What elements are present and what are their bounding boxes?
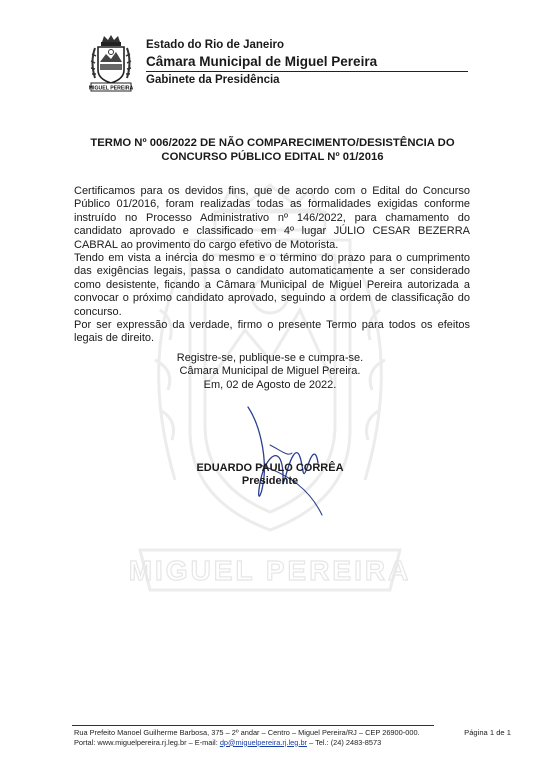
- footer-contact: [74, 738, 454, 748]
- footer-divider: [72, 725, 434, 726]
- footer: [74, 728, 454, 747]
- watermark-label: MIGUEL PEREIRA: [128, 555, 412, 586]
- crest-label: MIGUEL PEREIRA: [89, 85, 133, 92]
- header-office: Gabinete da Presidência: [146, 74, 280, 86]
- footer-phone: – Tel.: (24) 2483-8573: [307, 737, 382, 747]
- closing-date: Em, 02 de Agosto de 2022.: [203, 378, 337, 391]
- body-paragraph-3: Por ser expressão da verdade, firmo o presente Termo para todos os efeitos legais de direito.: [74, 319, 470, 345]
- document-body: [74, 185, 470, 346]
- document-title-line1: TERMO Nº 006/2022 DE NÃO COMPARECIMENTO/DESISTÊNCIA DO: [90, 137, 455, 149]
- closing-block: [150, 352, 390, 392]
- footer-portal: Portal: www.miguelpereira.rj.leg.br – E-mail:: [74, 737, 220, 747]
- signer-name: EDUARDO PAULO CORRÊA: [196, 462, 344, 474]
- signer-role: Presidente: [241, 475, 299, 488]
- document-title: [60, 136, 485, 164]
- letterhead: [146, 38, 471, 87]
- header-state: Estado do Rio de Janeiro: [146, 39, 285, 51]
- body-paragraph-2: Tendo em vista a inércia do mesmo e o término do prazo para o cumprimento das exigências legais, passa o candidato automaticamente a ser considerado como desistente, ficando a Câmara Municipal de Miguel Pereira autorizada a convocar o próximo candidato aprovado, seguindo a ordem de classificação do concurso.: [74, 252, 470, 318]
- coat-of-arms-icon: [89, 34, 133, 92]
- body-paragraph-1: Certificamos para os devidos fins, que de acordo com o Edital do Concurso Público 01/2016, foram realizadas todas as formalidades exigidas conforme instruído no Processo Administrativo nº 146/2022, para chamamento do candidato aprovado e classificado em 4º lugar JÚLIO CESAR BEZERRA CABRAL ao provimento do cargo efetivo de Motorista.: [74, 185, 470, 251]
- page-number: Página 1 de 1: [464, 728, 511, 737]
- document-title-line2: CONCURSO PÚBLICO EDITAL Nº 01/2016: [161, 151, 384, 163]
- footer-address: Rua Prefeito Manoel Guilherme Barbosa, 375 – 2º andar – Centro – Miguel Pereira/RJ – CEP 26900-000.: [74, 728, 420, 737]
- header-divider: [146, 71, 468, 72]
- closing-line-2: Câmara Municipal de Miguel Pereira.: [179, 365, 361, 378]
- header-chamber: Câmara Municipal de Miguel Pereira: [146, 54, 378, 69]
- signer-block: [150, 462, 390, 489]
- footer-email-link[interactable]: dp@miguelpereira.rj.leg.br: [219, 737, 308, 747]
- closing-line-1: Registre-se, publique-se e cumpra-se.: [176, 352, 364, 364]
